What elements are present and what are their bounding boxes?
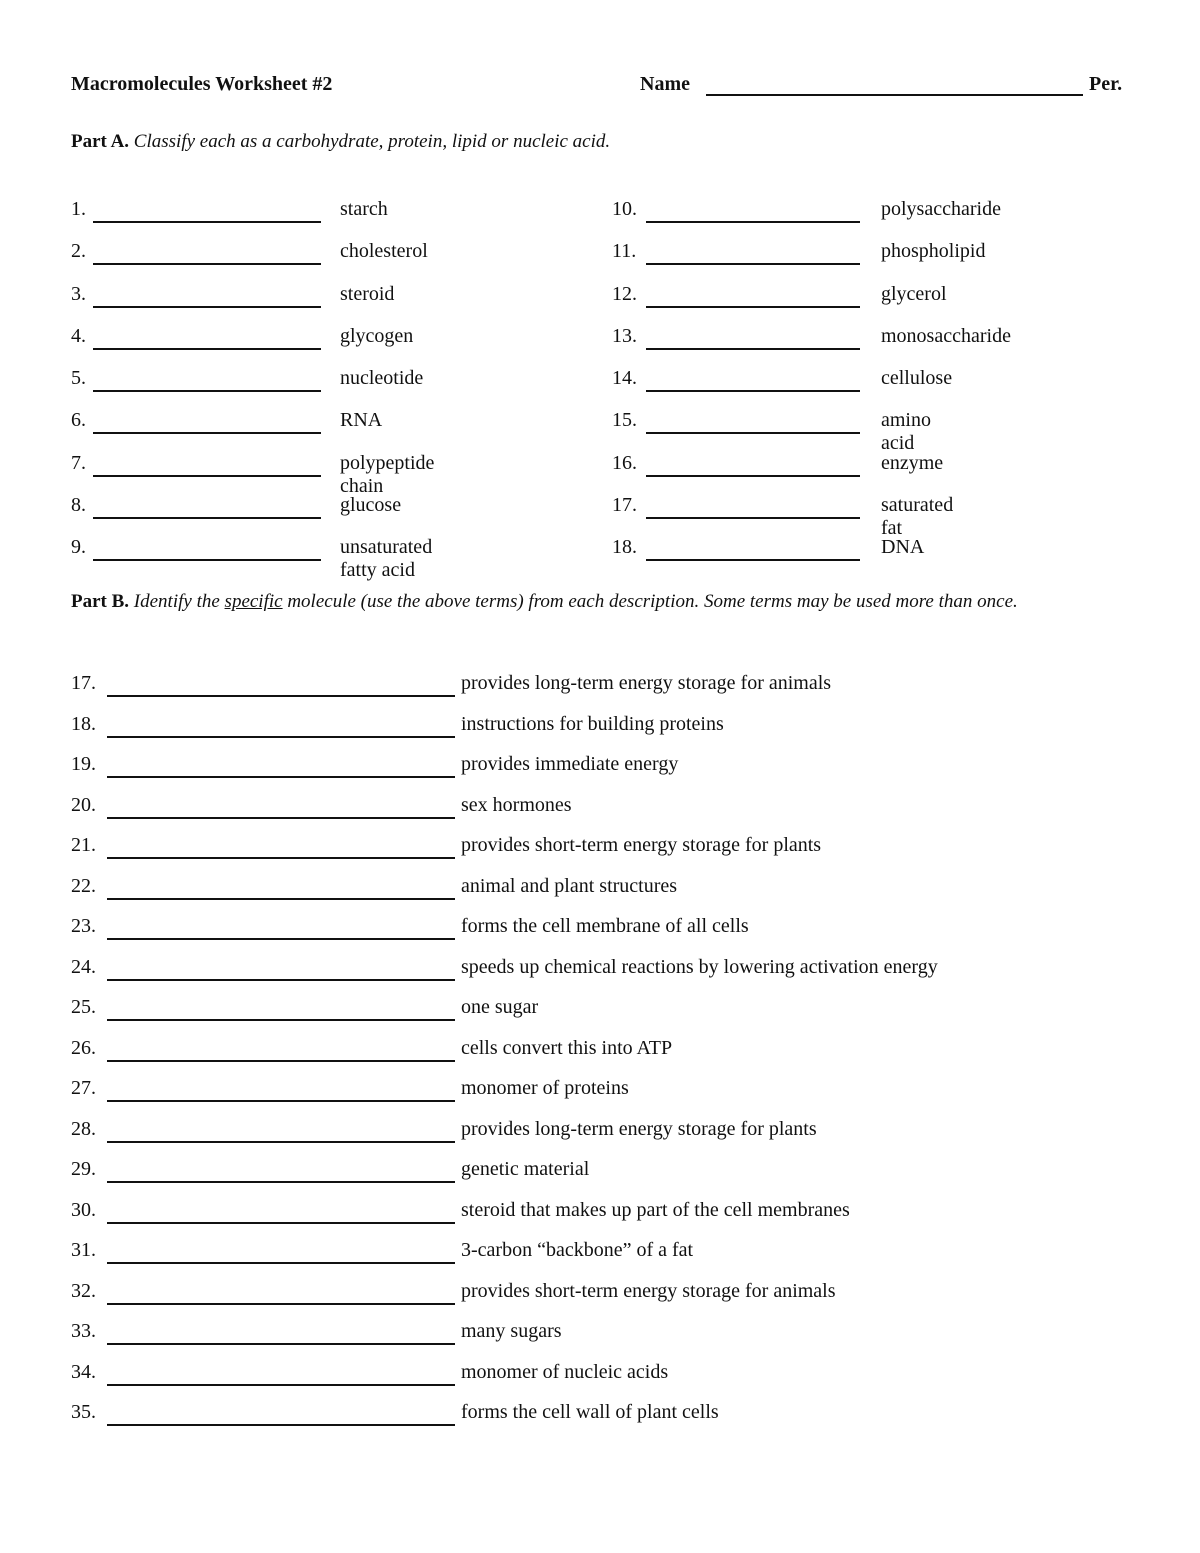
- item-number: 14.: [612, 367, 637, 390]
- part-a-heading: [71, 128, 610, 156]
- part-b-instruction-emphasis: specific: [224, 591, 283, 612]
- item-description: provides short-term energy storage for animals: [461, 1279, 836, 1302]
- answer-blank[interactable]: [646, 306, 860, 308]
- item-description: forms the cell wall of plant cells: [461, 1401, 719, 1423]
- item-number: 35.: [71, 1401, 96, 1423]
- item-description: one sugar: [461, 996, 539, 1018]
- answer-blank[interactable]: [646, 348, 860, 350]
- item-number: 33.: [71, 1320, 96, 1342]
- item-term: steroid: [340, 282, 395, 305]
- answer-blank[interactable]: [107, 1303, 455, 1305]
- answer-blank[interactable]: [107, 817, 455, 819]
- answer-blank[interactable]: [646, 475, 860, 477]
- item-number: 32.: [71, 1279, 96, 1302]
- answer-blank[interactable]: [93, 475, 321, 477]
- item-description: genetic material: [461, 1158, 590, 1180]
- answer-blank[interactable]: [107, 736, 455, 738]
- worksheet-title: Macromolecules Worksheet #2: [71, 73, 333, 95]
- part-b-label: Part B.: [71, 591, 130, 612]
- answer-blank[interactable]: [107, 979, 455, 981]
- answer-blank[interactable]: [107, 1019, 455, 1021]
- item-description: instructions for building proteins: [461, 712, 724, 735]
- item-term: amino acid: [881, 409, 931, 455]
- answer-blank[interactable]: [107, 938, 455, 940]
- item-number: 9.: [71, 536, 86, 559]
- item-term: enzyme: [881, 451, 944, 474]
- answer-blank[interactable]: [93, 390, 321, 392]
- item-number: 18.: [612, 536, 637, 559]
- item-number: 24.: [71, 955, 96, 978]
- item-description: monomer of proteins: [461, 1077, 629, 1099]
- item-number: 11.: [612, 240, 637, 263]
- answer-blank[interactable]: [93, 306, 321, 308]
- answer-blank[interactable]: [107, 1262, 455, 1264]
- item-term: phospholipid: [881, 240, 986, 263]
- item-number: 28.: [71, 1117, 96, 1140]
- item-term: saturated fat: [881, 494, 954, 540]
- worksheet-header: [71, 73, 1131, 101]
- item-number: 12.: [612, 282, 637, 305]
- item-description: cells convert this into ATP: [461, 1036, 673, 1059]
- item-term: DNA: [881, 536, 925, 559]
- item-number: 3.: [71, 282, 86, 305]
- item-number: 7.: [71, 451, 86, 474]
- item-description: animal and plant structures: [461, 874, 678, 897]
- item-number: 10.: [612, 198, 637, 220]
- item-term: polypeptide chain: [340, 451, 435, 497]
- item-number: 22.: [71, 874, 96, 897]
- answer-blank[interactable]: [107, 1222, 455, 1224]
- name-label: Name: [640, 73, 690, 95]
- item-term: monosaccharide: [881, 324, 1011, 347]
- item-term: glucose: [340, 494, 402, 517]
- answer-blank[interactable]: [107, 1100, 455, 1102]
- answer-blank[interactable]: [107, 1343, 455, 1345]
- item-description: speeds up chemical reactions by lowering activation energy: [461, 955, 938, 978]
- item-number: 1.: [71, 198, 86, 220]
- answer-blank[interactable]: [107, 1424, 455, 1426]
- name-field-line[interactable]: [706, 94, 1083, 96]
- item-number: 13.: [612, 324, 637, 347]
- item-description: 3-carbon “backbone” of a fat: [461, 1239, 694, 1261]
- item-term: polysaccharide: [881, 198, 1001, 220]
- answer-blank[interactable]: [107, 898, 455, 900]
- item-description: many sugars: [461, 1320, 562, 1342]
- item-term: starch: [340, 198, 388, 220]
- answer-blank[interactable]: [107, 1181, 455, 1183]
- item-description: steroid that makes up part of the cell membranes: [461, 1198, 850, 1221]
- part-b-instruction-post: molecule (use the above terms) from each description. Some terms may be used more than once.: [287, 591, 1018, 612]
- answer-blank[interactable]: [107, 1141, 455, 1143]
- answer-blank[interactable]: [646, 263, 860, 265]
- item-number: 2.: [71, 240, 86, 263]
- item-number: 26.: [71, 1036, 96, 1059]
- item-number: 27.: [71, 1077, 96, 1099]
- item-number: 15.: [612, 409, 637, 432]
- item-number: 21.: [71, 834, 96, 856]
- item-term: glycerol: [881, 282, 947, 305]
- item-number: 30.: [71, 1198, 96, 1221]
- answer-blank[interactable]: [646, 221, 860, 223]
- answer-blank[interactable]: [107, 776, 455, 778]
- item-number: 6.: [71, 409, 86, 432]
- answer-blank[interactable]: [93, 432, 321, 434]
- item-term: RNA: [340, 409, 383, 432]
- answer-blank[interactable]: [107, 857, 455, 859]
- answer-blank[interactable]: [93, 221, 321, 223]
- item-number: 16.: [612, 451, 637, 474]
- item-description: sex hormones: [461, 793, 572, 816]
- item-description: provides long-term energy storage for plants: [461, 1117, 817, 1140]
- item-number: 23.: [71, 915, 96, 937]
- item-number: 29.: [71, 1158, 96, 1180]
- answer-blank[interactable]: [646, 432, 860, 434]
- answer-blank[interactable]: [107, 1384, 455, 1386]
- part-a-instruction: Classify each as a carbohydrate, protein, lipid or nucleic acid.: [133, 131, 611, 152]
- item-term: unsaturated fatty acid: [340, 536, 433, 582]
- item-number: 17.: [612, 494, 637, 517]
- answer-blank[interactable]: [93, 348, 321, 350]
- item-number: 4.: [71, 324, 86, 347]
- item-number: 20.: [71, 793, 96, 816]
- part-a-label: Part A.: [71, 131, 130, 152]
- item-description: monomer of nucleic acids: [461, 1360, 669, 1383]
- item-number: 34.: [71, 1360, 96, 1383]
- item-number: 5.: [71, 367, 86, 390]
- item-description: provides short-term energy storage for plants: [461, 834, 822, 856]
- item-number: 25.: [71, 996, 96, 1018]
- item-number: 8.: [71, 494, 86, 517]
- item-term: glycogen: [340, 324, 414, 347]
- answer-blank[interactable]: [93, 517, 321, 519]
- answer-blank[interactable]: [646, 559, 860, 561]
- answer-blank[interactable]: [93, 559, 321, 561]
- item-number: 17.: [71, 672, 96, 694]
- answer-blank[interactable]: [646, 517, 860, 519]
- answer-blank[interactable]: [107, 695, 455, 697]
- item-description: forms the cell membrane of all cells: [461, 915, 749, 937]
- answer-blank[interactable]: [93, 263, 321, 265]
- answer-blank[interactable]: [107, 1060, 455, 1062]
- item-number: 18.: [71, 712, 96, 735]
- item-description: provides long-term energy storage for animals: [461, 672, 832, 694]
- item-term: cellulose: [881, 367, 953, 390]
- item-description: provides immediate energy: [461, 753, 679, 775]
- item-term: nucleotide: [340, 367, 424, 390]
- part-b-heading: [71, 588, 1131, 616]
- item-number: 19.: [71, 753, 96, 775]
- period-label: Per.: [1089, 73, 1123, 95]
- item-number: 31.: [71, 1239, 96, 1261]
- item-term: cholesterol: [340, 240, 428, 263]
- answer-blank[interactable]: [646, 390, 860, 392]
- part-b-instruction-pre: Identify the: [133, 591, 220, 612]
